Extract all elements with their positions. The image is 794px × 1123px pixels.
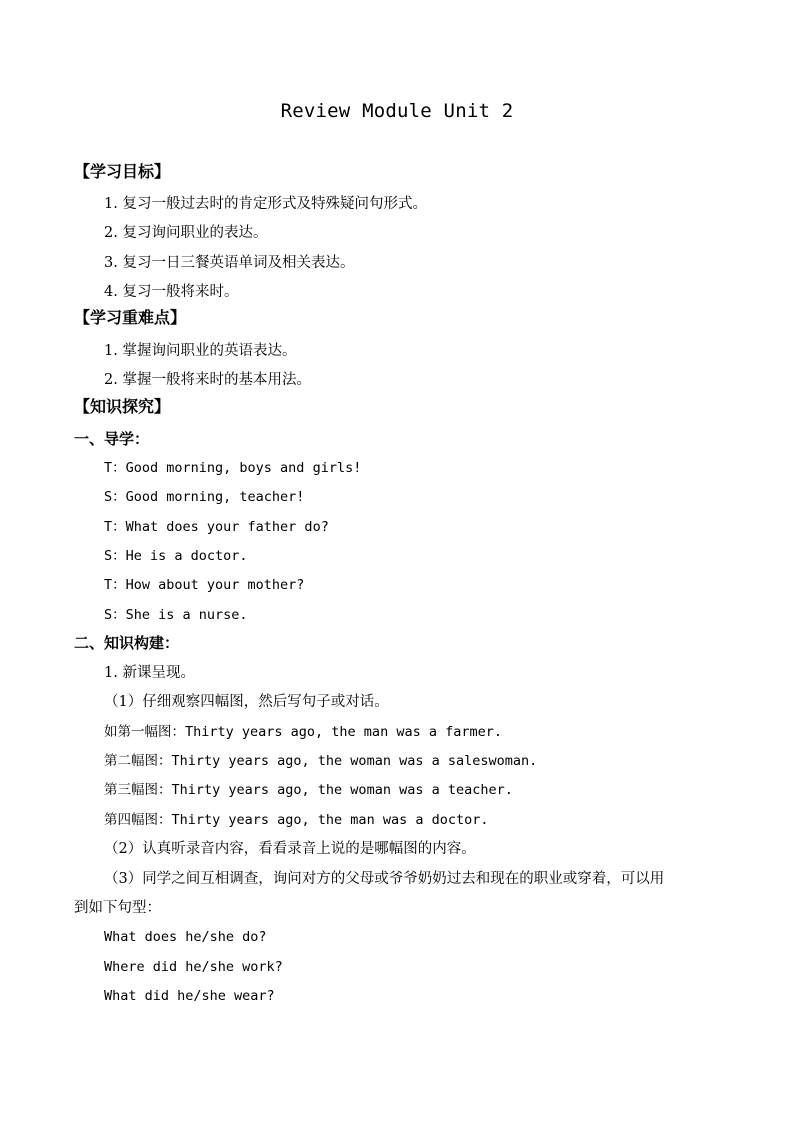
- part2-heading: 二、知识构建：: [74, 634, 180, 652]
- key-point-item: 1. 掌握询问职业的英语表达。: [104, 343, 297, 359]
- dialogue-line: S：Good morning, teacher!: [104, 489, 305, 505]
- pattern-sentence: Where did he/she work?: [104, 959, 283, 975]
- sub-step-3: （3）同学之间互相调查，询问对方的父母或爷爷奶奶过去和现在的职业或穿着，可以用: [104, 871, 665, 887]
- part1-heading: 一、导学：: [74, 430, 150, 448]
- dialogue-line: T：How about your mother?: [104, 577, 305, 593]
- objectives-heading: 【学习目标】: [74, 162, 171, 181]
- sub-step-1: （1）仔细观察四幅图，然后写句子或对话。: [104, 694, 389, 710]
- objective-item: 1. 复习一般过去时的肯定形式及特殊疑问句形式。: [104, 196, 427, 212]
- dialogue-line: S：She is a nurse.: [104, 607, 248, 623]
- objective-item: 3. 复习一日三餐英语单词及相关表达。: [104, 255, 355, 271]
- picture-sentence: 第四幅图：Thirty years ago, the man was a doctor.: [104, 812, 489, 828]
- key-points-heading: 【学习重难点】: [74, 308, 187, 327]
- step-1: 1. 新课呈现。: [104, 665, 195, 681]
- objective-item: 4. 复习一般将来时。: [104, 284, 239, 300]
- pattern-sentence: What did he/she wear?: [104, 988, 275, 1004]
- key-point-item: 2. 掌握一般将来时的基本用法。: [104, 372, 311, 388]
- dialogue-line: S：He is a doctor.: [104, 548, 248, 564]
- sub-step-2: （2）认真听录音内容，看看录音上说的是哪幅图的内容。: [104, 841, 476, 857]
- objective-item: 2. 复习询问职业的表达。: [104, 225, 268, 241]
- picture-sentence: 第二幅图：Thirty years ago, the woman was a saleswoman.: [104, 753, 538, 769]
- picture-sentence: 如第一幅图：Thirty years ago, the man was a farmer.: [104, 724, 502, 740]
- sub-step-3-continued: 到如下句型：: [74, 900, 161, 916]
- exploration-heading: 【知识探究】: [74, 397, 171, 416]
- dialogue-line: T：What does your father do?: [104, 519, 329, 535]
- page-title: Review Module Unit 2: [280, 100, 514, 122]
- pattern-sentence: What does he/she do?: [104, 929, 267, 945]
- picture-sentence: 第三幅图：Thirty years ago, the woman was a teacher.: [104, 782, 513, 798]
- dialogue-line: T：Good morning, boys and girls!: [104, 460, 362, 476]
